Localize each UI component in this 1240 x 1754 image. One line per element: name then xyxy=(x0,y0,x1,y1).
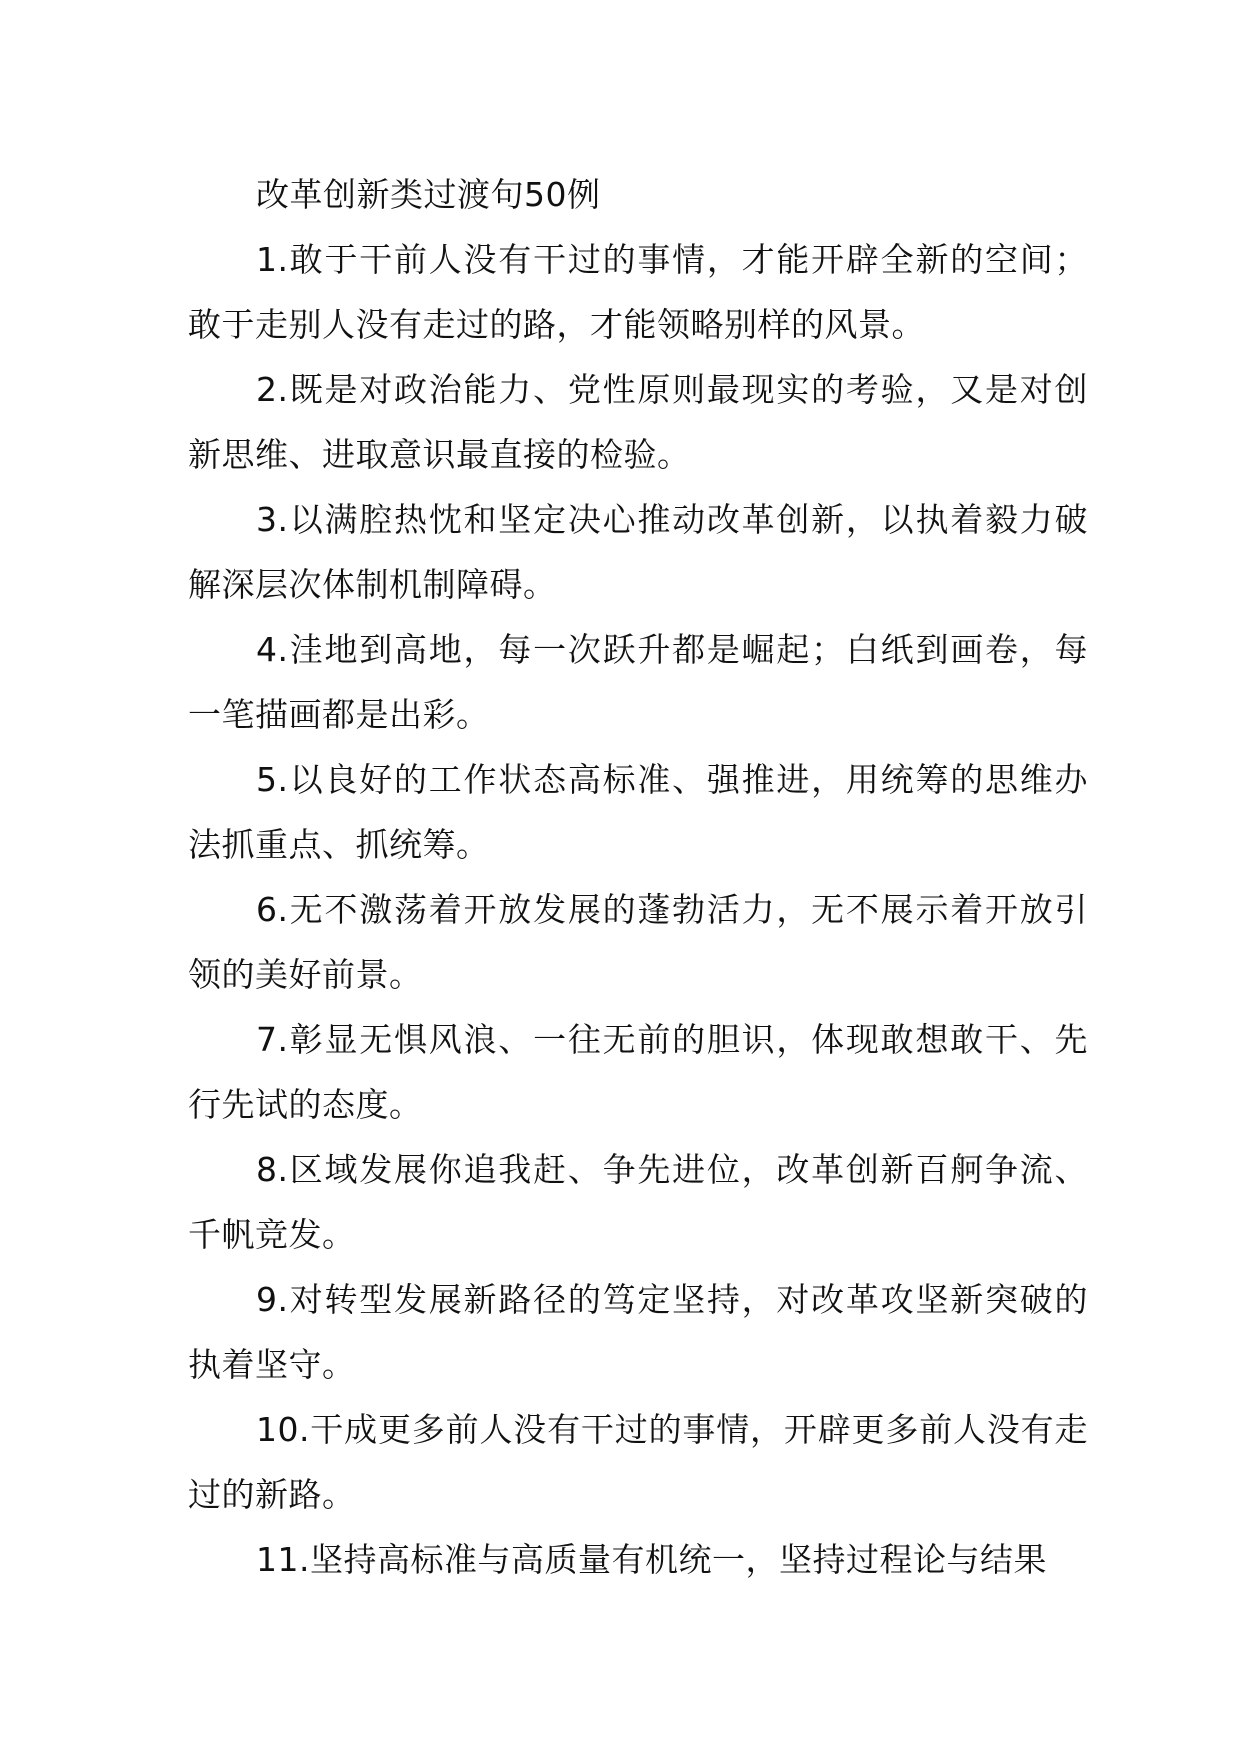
paragraph-2: 2.既是对政治能力、党性原则最现实的考验，又是对创新思维、进取意识最直接的检验。 xyxy=(188,370,1088,474)
paragraph-10: 10.干成更多前人没有干过的事情，开辟更多前人没有走过的新路。 xyxy=(188,1410,1088,1514)
paragraph-5: 5.以良好的工作状态高标准、强推进，用统筹的思维办法抓重点、抓统筹。 xyxy=(188,760,1088,864)
paragraph-3: 3.以满腔热忱和坚定决心推动改革创新，以执着毅力破解深层次体制机制障碍。 xyxy=(188,500,1088,604)
document-body xyxy=(188,162,1088,1592)
paragraph-8: 8.区域发展你追我赶、争先进位，改革创新百舸争流、千帆竞发。 xyxy=(188,1150,1088,1254)
paragraph-1: 1.敢于干前人没有干过的事情，才能开辟全新的空间；敢于走别人没有走过的路，才能领略别样的风景。 xyxy=(188,240,1088,344)
paragraph-4: 4.洼地到高地，每一次跃升都是崛起；白纸到画卷，每一笔描画都是出彩。 xyxy=(188,630,1088,734)
paragraph-6: 6.无不激荡着开放发展的蓬勃活力，无不展示着开放引领的美好前景。 xyxy=(188,890,1088,994)
paragraph-7: 7.彰显无惧风浪、一往无前的胆识，体现敢想敢干、先行先试的态度。 xyxy=(188,1020,1088,1124)
paragraph-9: 9.对转型发展新路径的笃定坚持，对改革攻坚新突破的执着坚守。 xyxy=(188,1280,1088,1384)
document-title: 改革创新类过渡句50例 xyxy=(256,175,601,214)
paragraph-11: 11.坚持高标准与高质量有机统一，坚持过程论与结果 xyxy=(256,1540,1047,1579)
